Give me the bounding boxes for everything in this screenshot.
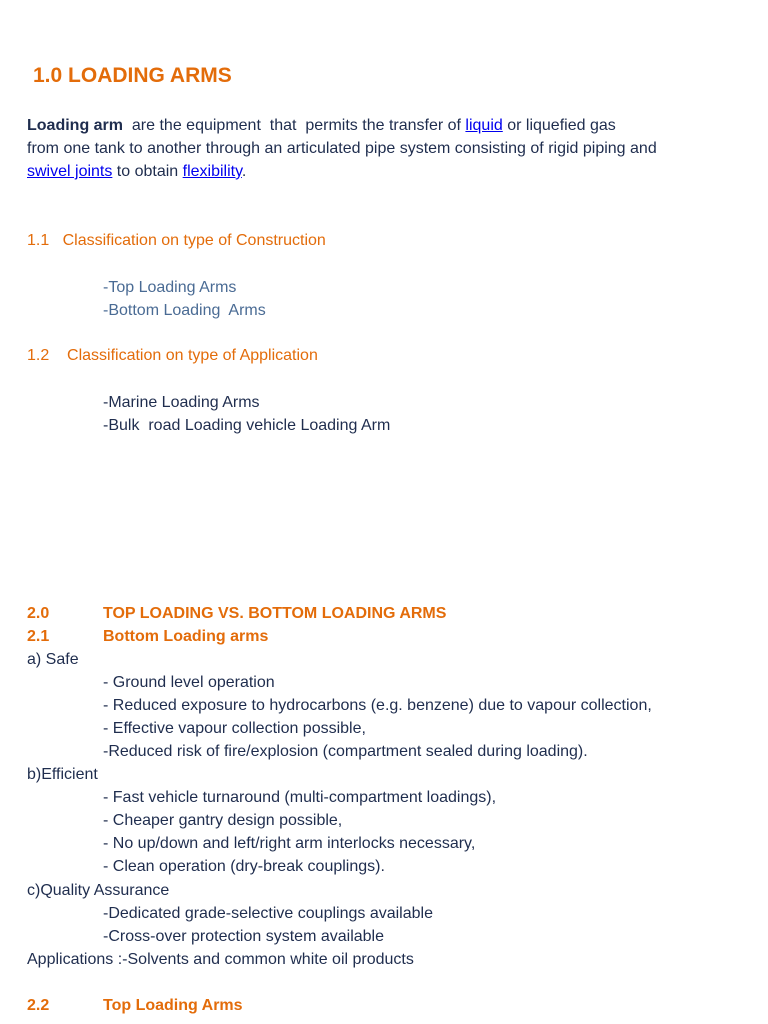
- list-item: -Bulk road Loading vehicle Loading Arm: [103, 417, 391, 434]
- section-2-1-heading: [27, 628, 268, 646]
- list-item: - Effective vapour collection possible,: [103, 720, 366, 737]
- intro-text: are the equipment that permits the transfer of: [123, 117, 466, 134]
- section-number: 2.0: [27, 605, 50, 622]
- section-2-2-heading: [27, 997, 243, 1015]
- efficient-label: b)Efficient: [27, 766, 98, 783]
- list-item: - Clean operation (dry-break couplings).: [103, 858, 385, 875]
- section-2-0-heading: [27, 605, 446, 623]
- section-1-2-heading: 1.2 Classification on type of Application: [27, 347, 318, 364]
- list-item: -Reduced risk of fire/explosion (compartment sealed during loading).: [103, 743, 588, 760]
- safe-label: a) Safe: [27, 651, 79, 668]
- liquid-link[interactable]: liquid: [465, 117, 503, 134]
- applications-line: Applications :-Solvents and common white oil products: [27, 951, 414, 968]
- list-item: -Cross-over protection system available: [103, 928, 384, 945]
- intro-line-2: from one tank to another through an articulated pipe system consisting of rigid piping and: [27, 140, 657, 157]
- list-item: - Fast vehicle turnaround (multi-compartment loadings),: [103, 789, 497, 806]
- intro-line-3: [27, 163, 246, 181]
- section-title: Bottom Loading arms: [103, 628, 269, 645]
- list-item: -Bottom Loading Arms: [103, 302, 266, 319]
- document-title: 1.0 LOADING ARMS: [33, 64, 232, 87]
- flexibility-link[interactable]: flexibility: [182, 163, 242, 180]
- swivel-joints-link[interactable]: swivel joints: [27, 163, 113, 180]
- list-item: - Ground level operation: [103, 674, 275, 691]
- section-title: Top Loading Arms: [103, 997, 243, 1014]
- intro-text: .: [241, 163, 247, 180]
- intro-line-1: [27, 117, 616, 135]
- list-item: -Dedicated grade-selective couplings available: [103, 905, 433, 922]
- quality-assurance-label: c)Quality Assurance: [27, 882, 170, 899]
- list-item: - No up/down and left/right arm interlocks necessary,: [103, 835, 476, 852]
- intro-text: to obtain: [112, 163, 183, 180]
- section-1-1-heading: 1.1 Classification on type of Construction: [27, 232, 326, 249]
- section-title: TOP LOADING VS. BOTTOM LOADING ARMS: [103, 605, 447, 622]
- list-item: -Top Loading Arms: [103, 279, 237, 296]
- list-item: - Reduced exposure to hydrocarbons (e.g. benzene) due to vapour collection,: [103, 697, 652, 714]
- list-item: -Marine Loading Arms: [103, 394, 260, 411]
- intro-term: Loading arm: [27, 117, 124, 134]
- section-number: 2.1: [27, 628, 50, 645]
- list-item: - Cheaper gantry design possible,: [103, 812, 343, 829]
- section-number: 2.2: [27, 997, 50, 1014]
- intro-text: or liquefied gas: [502, 117, 616, 134]
